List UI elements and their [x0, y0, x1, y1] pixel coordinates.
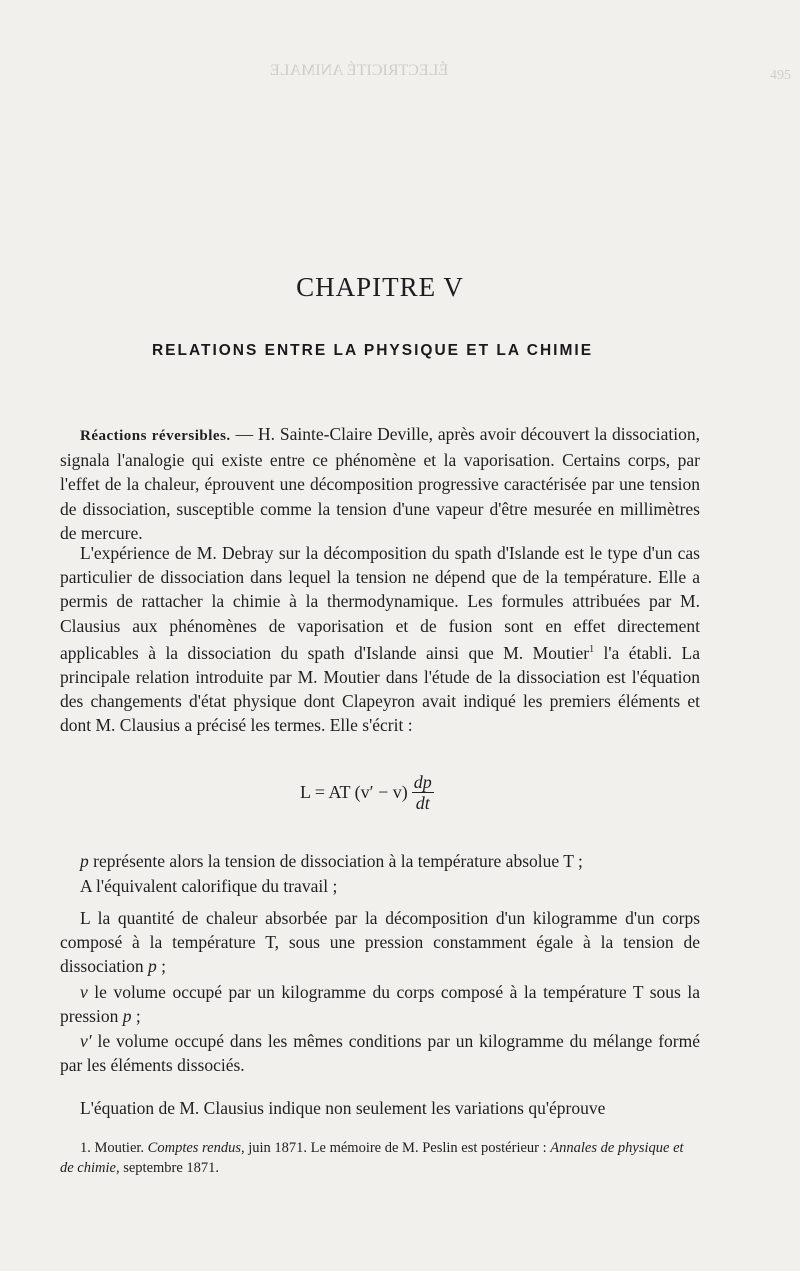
- formula-lhs: L = AT (v′ − v): [300, 782, 408, 802]
- definition-text: ;: [156, 956, 166, 977]
- paragraph-text: l'a établi. La principale relation introduite par M. Moutier dans l'étude de la dissociation est l'équation des changements d'état physique dont Clapeyron avait indiqué les premiers éléments et dont M. Clausius a précisé les termes. Elle s'écrit :: [60, 642, 700, 736]
- footnote-journal: Comptes rendus: [147, 1140, 241, 1156]
- section-title: RELATIONS ENTRE LA PHYSIQUE ET LA CHIMIE: [151, 342, 594, 359]
- paragraph-debray: [60, 541, 700, 737]
- definition-v: [60, 980, 700, 1028]
- formula-numerator: dp: [413, 772, 432, 792]
- var-p: p: [122, 1006, 132, 1027]
- page-number: 495: [770, 68, 791, 83]
- definition-v-prime: [60, 1029, 700, 1077]
- running-head: ÉLECTRICITÉ ANIMALE: [270, 62, 449, 79]
- definition-a: [60, 874, 700, 898]
- var-p: p: [80, 851, 89, 871]
- definition-text: le volume occupé dans les mêmes conditions par un kilogramme du mélange formé par les éléments dissociés.: [60, 1031, 700, 1076]
- paragraph-clausius: [60, 1096, 700, 1120]
- footnote-text: , juin 1871. Le mémoire de M. Peslin est postérieur :: [240, 1140, 551, 1156]
- definition-text: L la quantité de chaleur absorbée par la décomposition d'un kilogramme d'un corps composé à la température T, sous une pression constamment égale à la tension de dissociation: [60, 908, 700, 977]
- paragraph-text: — H. Sainte-Claire Deville, après avoir découvert la dissociation, signala l'analogie qui existe entre ce phénomène et la vaporisation. Certains corps, par l'effet de la chaleur, éprouvent une décomposition progressive caractérisée par une tension de dissociation, susceptible comme la tension d'une vapeur d'être mesurée en millimètres de mercure.: [60, 424, 700, 543]
- definition-p: [60, 849, 700, 873]
- definition-text: A l'équivalent calorifique du travail ;: [80, 876, 338, 896]
- paragraph-reactions: [60, 422, 700, 545]
- var-v: v: [80, 982, 88, 1002]
- definition-text: le volume occupé par un kilogramme du corps composé à la température T sous la pression: [60, 982, 700, 1027]
- formula-denominator: dt: [415, 793, 430, 813]
- definition-text: ;: [131, 1006, 141, 1027]
- var-v-prime: v′: [80, 1031, 92, 1051]
- paragraph-text: L'expérience de M. Debray sur la décomposition du spath d'Islande est le type d'un cas particulier de dissociation dans lequel la tension ne dépend que de la température. Elle a permis de rattacher la chimie à la thermodynamique. Les formules attribuées par M. Clausius aux phénomènes de vaporisation et de fusion sont en effet directement applicables à la dissociation du spath d'Islande ainsi que M. Moutier: [60, 543, 700, 663]
- footnote-ref: 1: [589, 643, 595, 655]
- runin-heading: Réactions réversibles.: [80, 428, 231, 444]
- footnote-text: , septembre 1871.: [115, 1160, 220, 1176]
- chapter-title: CHAPITRE V: [296, 272, 464, 302]
- footnote-journal: Annales de physique et de chimie: [60, 1140, 684, 1176]
- footnote-text: 1. Moutier.: [80, 1140, 148, 1156]
- definition-text: représente alors la tension de dissociation à la température absolue T ;: [88, 851, 583, 871]
- footnote: [60, 1138, 700, 1178]
- clapeyron-equation: [300, 772, 434, 813]
- paragraph-text: L'équation de M. Clausius indique non seulement les variations qu'éprouve: [80, 1098, 606, 1118]
- var-p: p: [147, 956, 157, 977]
- definition-l: [60, 906, 700, 979]
- formula-fraction: [412, 772, 434, 813]
